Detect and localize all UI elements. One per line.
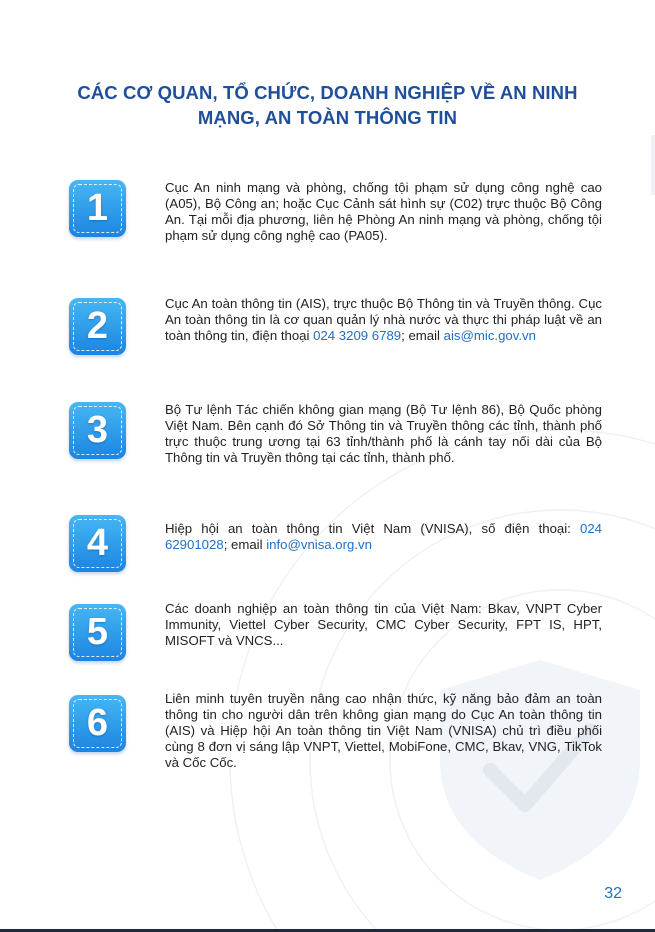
page-title-line2: MẠNG, AN TOÀN THÔNG TIN (197, 107, 458, 128)
item-text: Cục An toàn thông tin (AIS), trực thuộc Bộ Thông tin và Truyền thông. Cục An toàn thông tin là cơ quan quản lý nhà nước và thực thi pháp luật về an toàn thông tin, điện thoại (165, 296, 602, 343)
item-text: Các doanh nghiệp an toàn thông tin của Việt Nam: Bkav, VNPT Cyber Immunity, Viettel Cyber Security, CMC Cyber Security, FPT IS, HPT, MISOFT và VNCS... (165, 601, 602, 648)
number-badge-3 (69, 402, 126, 459)
phone-number: 024 3209 6789 (313, 328, 402, 343)
phone-number: 024 62901028 (165, 521, 603, 552)
badge-number: 1 (86, 187, 109, 229)
page-number: 32 (604, 885, 622, 902)
number-badge-2 (69, 298, 126, 355)
number-badge-1 (69, 180, 126, 237)
number-badge-6 (69, 695, 126, 752)
badge-number: 2 (86, 305, 109, 347)
item-text: Cục An ninh mạng và phòng, chống tội phạm sử dụng công nghệ cao (A05), Bộ Công an; hoặc Cục Cảnh sát hình sự (C02) trực thuộc Bộ Công An. Tại mỗi địa phương, liên hệ Phòng An ninh mạng và phòng, chống tội phạm sử dụng công nghệ cao (PA05). (165, 180, 602, 243)
email-separator: ; email (223, 537, 263, 552)
page-title (40, 80, 615, 130)
item-text-block (165, 296, 602, 344)
item-text: Bộ Tư lệnh Tác chiến không gian mạng (Bộ Tư lệnh 86), Bộ Quốc phòng Việt Nam. Bên cạnh đó Sở Thông tin và Truyền thông các tỉnh, thành phố trực thuộc trung ương tại 63 tỉnh/thành phố là cánh tay nối dài của Bộ Thông tin và Truyền thông tại các tỉnh, thành phố. (165, 402, 602, 465)
page-title-line1: CÁC CƠ QUAN, TỔ CHỨC, DOANH NGHIỆP VỀ AN NINH (77, 82, 578, 103)
item-text: Hiệp hội an toàn thông tin Việt Nam (VNISA), số điện thoại: (165, 521, 571, 536)
item-text-block (165, 521, 602, 553)
email-link[interactable]: info@vnisa.org.vn (266, 537, 372, 552)
badge-number: 3 (86, 409, 109, 451)
email-link[interactable]: ais@mic.gov.vn (443, 328, 536, 343)
number-badge-5 (69, 604, 126, 661)
email-separator: ; email (401, 328, 440, 343)
item-text: Liên minh tuyên truyền nâng cao nhận thức, kỹ năng bảo đảm an toàn thông tin cho người dân trên không gian mạng do Cục An toàn thông tin (AIS) và Hiệp hội An toàn thông tin Việt Nam (VNISA) chủ trì điều phối cùng 8 đơn vị sáng lập VNPT, Viettel, MobiFone, CMC, Bkav, VNG, TikTok và Cốc Cốc. (165, 691, 602, 770)
number-badge-4 (69, 515, 126, 572)
badge-number: 6 (86, 702, 109, 744)
badge-number: 5 (86, 611, 109, 653)
badge-number: 4 (86, 522, 109, 564)
